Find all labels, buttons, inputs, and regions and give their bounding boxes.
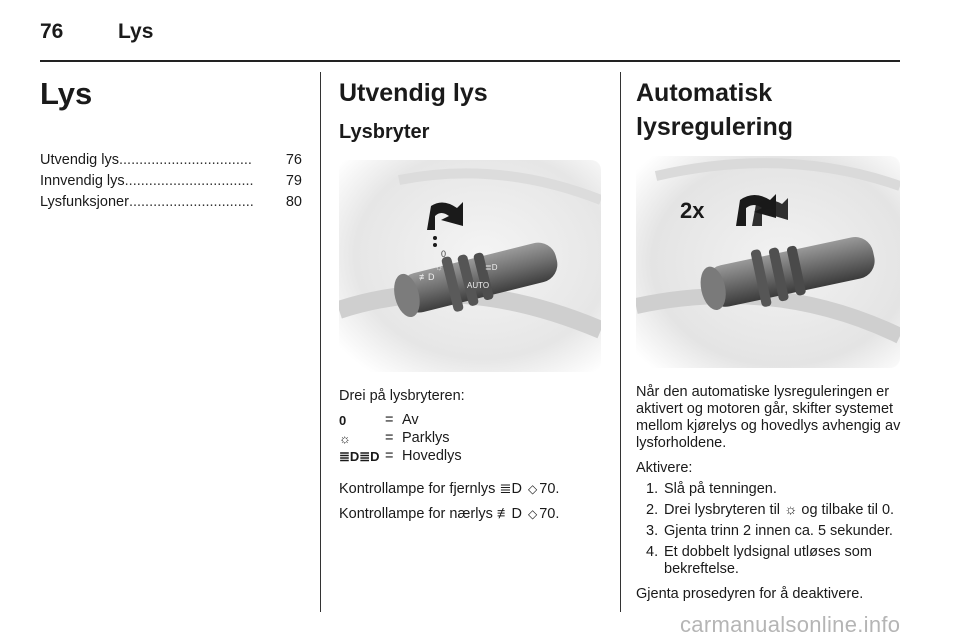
page-number: 76 [40,20,64,43]
column-divider [620,72,621,612]
automatic-lights-section [636,72,901,603]
twice-label: 2x [680,198,705,223]
off-symbol-icon: 0 [339,412,347,428]
auto-light-illustration [636,156,900,368]
switch-label-off: 0 [441,249,447,259]
legend-meaning: Av [402,411,419,428]
legend-equals: = [385,411,394,428]
step-text: Slå på tenningen. [664,481,777,497]
reference-arrow-icon: ◇ [527,507,538,521]
activate-label: Aktivere: [636,460,693,476]
column-divider [320,72,321,612]
legend-meaning: Hovedlys [402,447,462,464]
toc-entry-page: 80 [285,194,302,210]
deactivate-text: Gjenta prosedyren for å deaktivere. [636,586,864,602]
switch-label-fog: ≣D [485,263,498,272]
low-beam-icon: ≢D [496,506,522,522]
step-item [636,523,901,540]
activation-steps [636,481,901,578]
toc-entry-label: Utvendig lys [40,152,119,168]
high-beam-icon: ≣D [499,481,522,497]
exterior-lights-section [339,72,601,523]
chapter-toc [40,72,302,213]
subsection-title: Lysbryter [339,121,430,143]
step-text: Drei lysbryteren til ☼ og tilbake til 0. [664,502,895,518]
auto-light-description: Når den automatiske lysreguleringen er aktivert og motoren går, skifter systemet mellom kjørelys og hovedlys avhengig av lysforholdene. [636,384,901,451]
toc-entry[interactable] [40,171,302,192]
step-number: 3. [646,523,659,539]
step-number: 2. [646,502,659,518]
step-number: 4. [646,544,659,560]
toc-entry-page: 76 [285,152,302,168]
header-rule [40,60,900,62]
section-title: Automatisk lysregulering [636,79,793,141]
step-number: 1. [646,481,659,497]
intro-text: Drei på lysbryteren: [339,388,465,404]
chapter-title: Lys [40,76,93,111]
step-text: Et dobbelt lydsignal utløses som bekreftelse. [664,544,872,577]
toc-leader: ............................... [128,194,254,210]
toc-leader: ................................. [118,152,252,168]
toc-entry-label: Lysfunksjoner [40,194,129,210]
running-title: Lys [118,20,154,43]
high-beam-label: Kontrollampe for fjernlys [339,481,496,497]
page-reference-link[interactable]: 70. [539,506,560,522]
toc-entry[interactable] [40,150,302,171]
step-item [636,481,901,498]
legend-row [339,429,601,447]
toc-entry-page: 79 [285,173,302,189]
low-beam-indicator-text [339,506,601,523]
toc-leader: ................................ [124,173,254,189]
step-item [636,544,901,578]
parking-light-icon: ☼ [339,430,351,446]
watermark: carmanualsonline.info [680,612,901,637]
page-reference-link[interactable]: 70. [539,481,560,497]
legend-row [339,447,601,465]
switch-label-auto: AUTO [467,281,490,290]
legend-meaning: Parklys [402,429,450,446]
toc-entry-label: Innvendig lys [40,173,125,189]
section-title: Utvendig lys [339,79,488,107]
toc-entry[interactable] [40,192,302,213]
reference-arrow-icon: ◇ [528,482,538,496]
page-header [40,20,900,60]
legend-row [339,411,601,429]
light-switch-illustration [339,160,601,372]
high-beam-indicator-text [339,481,601,498]
low-beam-label: Kontrollampe for nærlys [339,506,493,522]
step-item [636,502,901,519]
switch-legend [339,411,601,465]
switch-label-park: ☼ [435,262,444,272]
auto-light-drawing [636,156,900,368]
step-text: Gjenta trinn 2 innen ca. 5 sekunder. [664,523,893,539]
switch-label-low: ≢D [419,272,435,282]
light-switch-drawing [339,160,601,372]
headlight-icon: ≣D≣D [339,448,380,464]
legend-equals: = [385,429,394,446]
legend-equals: = [385,447,394,464]
